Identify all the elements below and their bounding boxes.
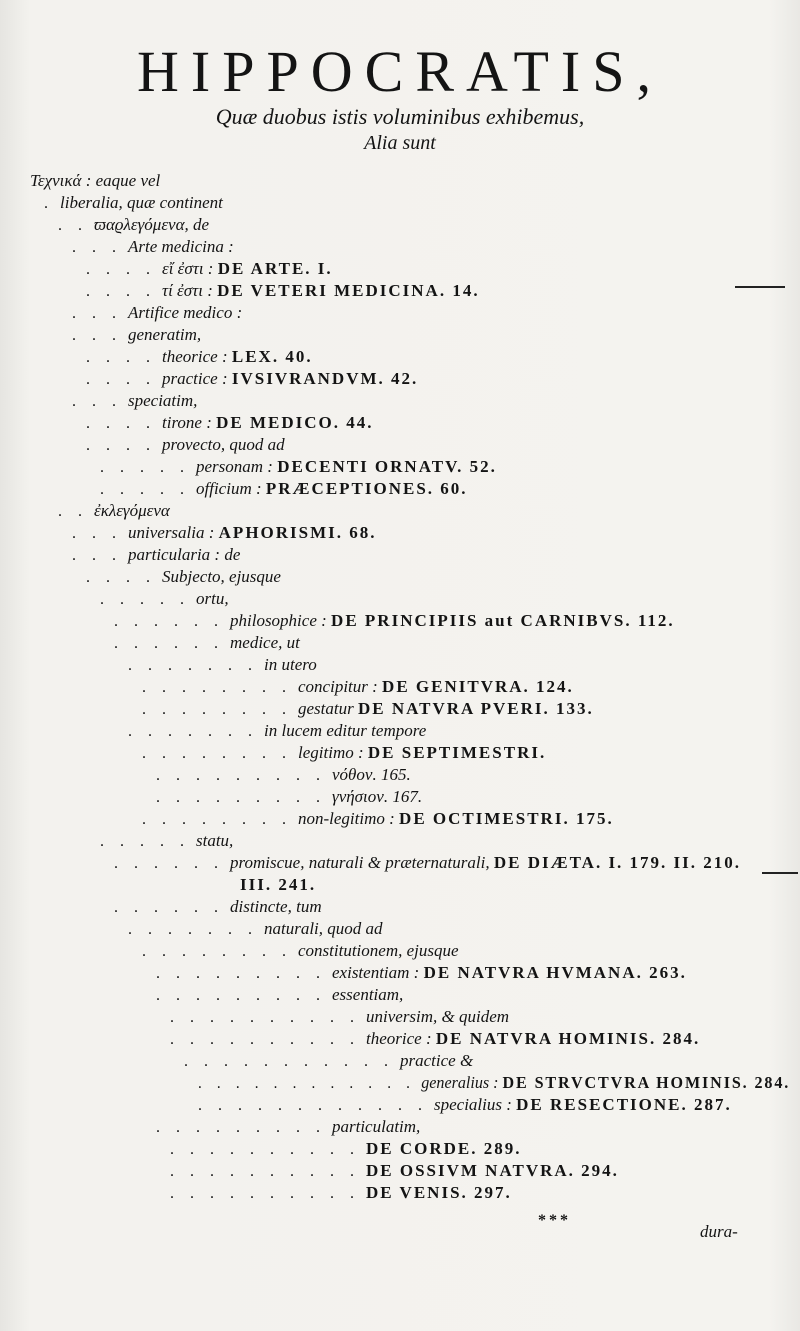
toc-entry	[100, 478, 468, 501]
entry-text: concipitur :	[298, 677, 383, 696]
treatise-title: DE CORDE. 289.	[366, 1139, 522, 1158]
toc-entry	[58, 214, 209, 237]
treatise-title: DE PRINCIPIIS aut CARNIBVS. 112.	[331, 611, 675, 630]
leader-dots: . . . . . . . . . . . .	[198, 1075, 416, 1092]
leader-dots: . . . . . . . .	[142, 745, 292, 762]
leader-dots: . . .	[72, 239, 122, 256]
ornament-asterisks: ***	[538, 1212, 571, 1229]
toc-entry	[142, 940, 459, 963]
entry-text: constitutionem, ejusque	[298, 941, 459, 960]
leader-dots: . . . . . .	[114, 899, 224, 916]
treatise-title: DE SEPTIMESTRI.	[367, 743, 547, 762]
leader-dots: . . . . . . . . .	[156, 987, 326, 1004]
treatise-title: LEX. 40.	[231, 347, 313, 366]
leader-dots: . . .	[72, 327, 122, 344]
entry-text: Τεχνικά : eaque vel	[30, 171, 161, 190]
toc-entry	[128, 654, 317, 677]
entry-text: Subjecto, ejusque	[162, 567, 281, 586]
leader-dots: . . . .	[86, 349, 156, 366]
entry-text: provecto, quod ad	[162, 435, 285, 454]
leader-dots: . . . . . . . . .	[156, 767, 326, 784]
entry-text: personam :	[196, 457, 278, 476]
catchword: dura-	[700, 1222, 738, 1241]
treatise-title: DE VETERI MEDICINA. 14.	[217, 281, 480, 300]
entry-text: theorice :	[162, 347, 232, 366]
toc-entry	[170, 1138, 522, 1161]
leader-dots: . . . . . . . .	[142, 943, 292, 960]
toc-entry	[100, 588, 229, 611]
toc-entry	[114, 610, 675, 633]
treatise-title: DE RESECTIONE. 287.	[516, 1095, 732, 1114]
leader-dots: . . . . . . .	[128, 921, 258, 938]
entry-text: gestatur	[298, 699, 358, 718]
treatise-title: DE NATVRA HOMINIS. 284.	[435, 1029, 701, 1048]
leader-dots: . . . . . . . . .	[156, 1119, 326, 1136]
toc-entry	[170, 1006, 509, 1029]
leader-dots: . . . . . .	[114, 855, 224, 872]
toc-entry	[142, 742, 546, 765]
entry-text: τί ἐστι :	[162, 281, 218, 300]
entry-text: legitimo :	[298, 743, 368, 762]
entry-text: Arte medicina :	[128, 237, 234, 256]
entry-text: ϖαϱλεγόμενα, de	[94, 215, 210, 234]
leader-dots: . . . . . . . . . .	[170, 1031, 360, 1048]
toc-entry	[100, 456, 497, 479]
treatise-title: IVSIVRANDVM. 42.	[231, 369, 419, 388]
leader-dots: . . . . . . . . . .	[170, 1009, 360, 1026]
entry-text: officium :	[196, 479, 266, 498]
leader-dots: . . . . . . . . . .	[170, 1185, 360, 1202]
page-title: HIPPOCRATIS,	[137, 39, 663, 104]
toc-entry	[142, 698, 594, 721]
leader-dots: . .	[58, 217, 88, 234]
toc-entry	[114, 852, 741, 875]
leader-dots: . . . . . . . . . .	[170, 1141, 360, 1158]
entry-text: universalia :	[128, 523, 219, 542]
entry-text: philosophice :	[230, 611, 332, 630]
toc-entry	[198, 1094, 732, 1117]
leader-dots: . . . . .	[100, 459, 190, 476]
leader-dots: . . . . .	[100, 833, 190, 850]
treatise-title: DE NATVRA HVMANA. 263.	[423, 963, 687, 982]
entry-text: γνήσιον. 167.	[332, 787, 423, 806]
leader-dots: . . . . . . . . .	[156, 789, 326, 806]
toc-entry	[170, 1160, 619, 1183]
entry-text: generatim,	[128, 325, 202, 344]
toc-entry	[240, 874, 316, 896]
entry-text: distincte, tum	[230, 897, 322, 916]
toc-entry	[86, 566, 281, 589]
leader-dots: . .	[58, 503, 88, 520]
entry-text: theorice :	[366, 1029, 436, 1048]
treatise-title: DE GENITVRA. 124.	[382, 677, 574, 696]
toc-entry	[170, 1028, 700, 1051]
treatise-title: PRÆCEPTIONES. 60.	[265, 479, 468, 498]
leader-dots: . . .	[72, 547, 122, 564]
toc-entry	[58, 500, 170, 523]
entry-text: in lucem editur tempore	[264, 721, 427, 740]
toc-entry	[86, 346, 313, 369]
toc-entry	[156, 786, 422, 809]
entry-text: essentiam,	[332, 985, 404, 1004]
leader-dots: . . . . . . . . . . . .	[198, 1097, 428, 1114]
leader-dots: . . . . . .	[114, 613, 224, 630]
toc-entry	[72, 324, 201, 347]
entry-text: νόθον. 165.	[332, 765, 411, 784]
entry-text: particularia : de	[128, 545, 241, 564]
toc-entry	[198, 1072, 790, 1095]
leader-dots: . . . . . . . .	[142, 701, 292, 718]
toc-entry	[156, 962, 687, 985]
leader-dots: . . . . .	[100, 481, 190, 498]
entry-text: in utero	[264, 655, 317, 674]
entry-text: generalius :	[421, 1073, 503, 1092]
leader-dots: . . . .	[86, 283, 156, 300]
treatise-title: DE DIÆTA. I. 179. II. 210.	[493, 853, 742, 872]
toc-entry	[100, 830, 233, 853]
entry-text: naturali, quod ad	[264, 919, 383, 938]
toc-entry	[128, 720, 426, 743]
entry-text: practice &	[400, 1051, 474, 1070]
treatise-title: DECENTI ORNATV. 52.	[277, 457, 497, 476]
leader-dots: . . .	[72, 393, 122, 410]
right-edge-mark-lower	[762, 872, 798, 874]
leader-dots: . . . . . . . . . .	[170, 1163, 360, 1180]
toc-entry	[86, 434, 285, 457]
page-subtitle-2: Alia sunt	[364, 132, 436, 154]
toc-entry	[156, 984, 403, 1007]
leader-dots: . . . . . . . .	[142, 811, 292, 828]
entry-text: Artifice medico :	[128, 303, 243, 322]
entry-text: statu,	[196, 831, 234, 850]
toc-entry	[114, 632, 300, 655]
leader-dots: . . . . . . .	[128, 657, 258, 674]
treatise-title: DE ARTE. I.	[217, 259, 333, 278]
leader-dots: . . . . . . . . .	[156, 965, 326, 982]
toc-entry	[30, 170, 160, 192]
toc-entry	[142, 808, 614, 831]
entry-text: εἴ ἐστι :	[162, 259, 218, 278]
leader-dots: . . . . . .	[114, 635, 224, 652]
page-subtitle: Quæ duobus istis voluminibus exhibemus,	[215, 104, 585, 129]
entry-text: universim, & quidem	[366, 1007, 510, 1026]
toc-entry	[86, 368, 418, 391]
entry-text: specialius :	[434, 1095, 517, 1114]
leader-dots: . . . .	[86, 437, 156, 454]
leader-dots: . . . .	[86, 371, 156, 388]
leader-dots: . . . . .	[100, 591, 190, 608]
toc-entry	[142, 676, 574, 699]
toc-entry	[72, 236, 234, 259]
toc-entry	[44, 192, 223, 215]
entry-text: liberalia, quæ continent	[60, 193, 223, 212]
toc-entry	[170, 1182, 512, 1205]
entry-text: tirone :	[162, 413, 217, 432]
toc-entry	[86, 258, 333, 281]
entry-text: medice, ut	[230, 633, 300, 652]
entry-text: promiscue, naturali & præternaturali,	[230, 853, 494, 872]
leader-dots: . . . . . . . . . . .	[184, 1053, 394, 1070]
entry-text: ortu,	[196, 589, 229, 608]
toc-entry	[184, 1050, 473, 1073]
entry-text: existentiam :	[332, 963, 424, 982]
entry-text: practice :	[162, 369, 232, 388]
leader-dots: . . . .	[86, 415, 156, 432]
entry-text: speciatim,	[128, 391, 198, 410]
treatise-title: DE OCTIMESTRI. 175.	[399, 809, 614, 828]
toc-entry	[86, 280, 480, 303]
entry-text: ἐκλεγόμενα	[94, 501, 170, 520]
toc-entry	[156, 764, 411, 787]
leader-dots: . . . . . . . .	[142, 679, 292, 696]
toc-entry	[114, 896, 322, 919]
toc-entry	[156, 1116, 420, 1139]
treatise-title: DE STRVCTVRA HOMINIS. 284.	[502, 1073, 791, 1092]
toc-entry	[72, 302, 242, 325]
toc-entry	[72, 390, 197, 413]
treatise-title: APHORISMI. 68.	[218, 523, 377, 542]
entry-text: particulatim,	[332, 1117, 421, 1136]
treatise-title: DE OSSIVM NATVRA. 294.	[366, 1161, 619, 1180]
leader-dots: . . . .	[86, 261, 156, 278]
toc-entry	[72, 544, 240, 567]
leader-dots: . . . . . . .	[128, 723, 258, 740]
treatise-title: DE VENIS. 297.	[366, 1183, 512, 1202]
toc-entry	[72, 522, 377, 545]
leader-dots: . . . .	[86, 569, 156, 586]
leader-dots: .	[44, 195, 54, 212]
treatise-title: DE MEDICO. 44.	[216, 413, 374, 432]
treatise-title: III. 241.	[240, 875, 317, 894]
right-edge-mark	[735, 286, 785, 288]
entry-text: non-legitimo :	[298, 809, 400, 828]
leader-dots: . . .	[72, 525, 122, 542]
toc-entry	[86, 412, 374, 435]
treatise-title: DE NATVRA PVERI. 133.	[357, 699, 594, 718]
toc-entry	[128, 918, 383, 941]
leader-dots: . . .	[72, 305, 122, 322]
